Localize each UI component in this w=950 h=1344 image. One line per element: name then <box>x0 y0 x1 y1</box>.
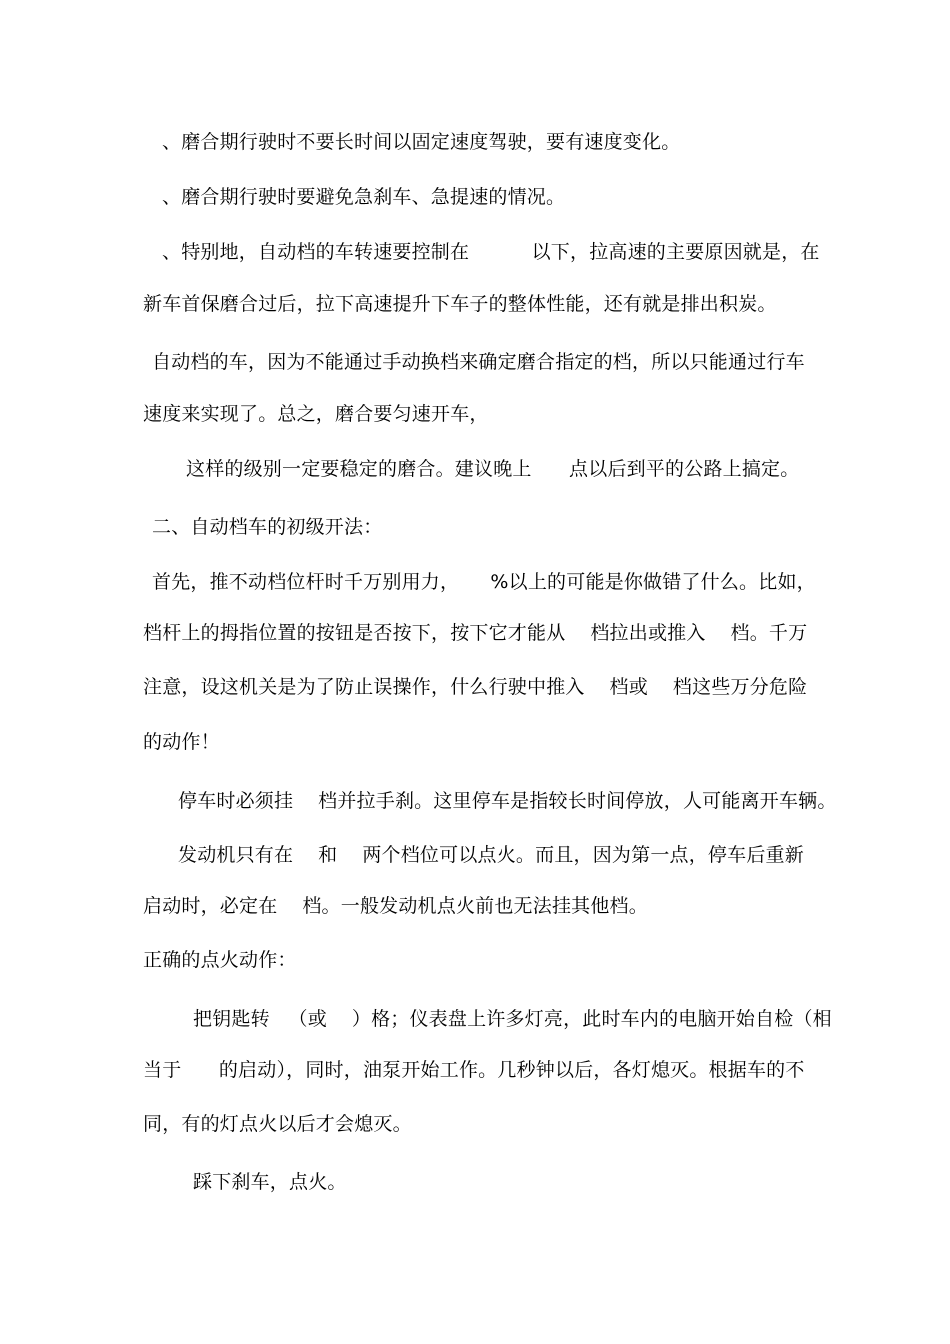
section-heading: 二、自动档车的初级开法： <box>152 516 383 538</box>
text-line: 的动作！ <box>143 731 220 753</box>
text-line: 、特别地，自动档的车转速要控制在 以下，拉高速的主要原因就是，在 <box>162 241 820 263</box>
text-line: 、磨合期行驶时不要长时间以固定速度驾驶，要有速度变化。 <box>162 131 681 153</box>
text-line: 踩下刹车，点火。 <box>193 1171 347 1193</box>
text-line: 档杆上的拇指位置的按钮是否按下，按下它才能从 档拉出或推入 档。千万 <box>143 622 808 644</box>
text-line: 速度来实现了。总之，磨合要匀速开车， <box>143 403 489 425</box>
text-line: 首先，推不动档位杆时千万别用力， %以上的可能是你做错了什么。比如， <box>152 571 816 593</box>
text-line: 这样的级别一定要稳定的磨合。建议晚上 点以后到平的公路上搞定。 <box>186 458 800 480</box>
text-line: 正确的点火动作： <box>143 949 297 971</box>
text-line: 发动机只有在 和 两个档位可以点火。而且，因为第一点，停车后重新 <box>178 844 804 866</box>
text-line: 停车时必须挂 档并拉手刹。这里停车是指较长时间停放，人可能离开车辆。 <box>178 790 837 812</box>
text-line: 当于 的启动），同时，油泵开始工作。几秒钟以后，各灯熄灭。根据车的不 <box>143 1059 805 1081</box>
text-line: 同，有的灯点火以后才会熄灭。 <box>143 1113 412 1135</box>
text-line: 、磨合期行驶时要避免急刹车、急提速的情况。 <box>162 186 566 208</box>
text-line: 注意，设这机关是为了防止误操作，什么行驶中推入 档或 档这些万分危险 <box>143 676 808 698</box>
text-line: 把钥匙转 （或 ）格；仪表盘上许多灯亮，此时车内的电脑开始自检（相 <box>193 1008 832 1030</box>
text-line: 自动档的车，因为不能通过手动换档来确定磨合指定的档，所以只能通过行车 <box>152 351 805 373</box>
text-line: 新车首保磨合过后，拉下高速提升下车子的整体性能，还有就是排出积炭。 <box>143 293 777 315</box>
text-line: 启动时，必定在 档。一般发动机点火前也无法挂其他档。 <box>143 895 648 917</box>
